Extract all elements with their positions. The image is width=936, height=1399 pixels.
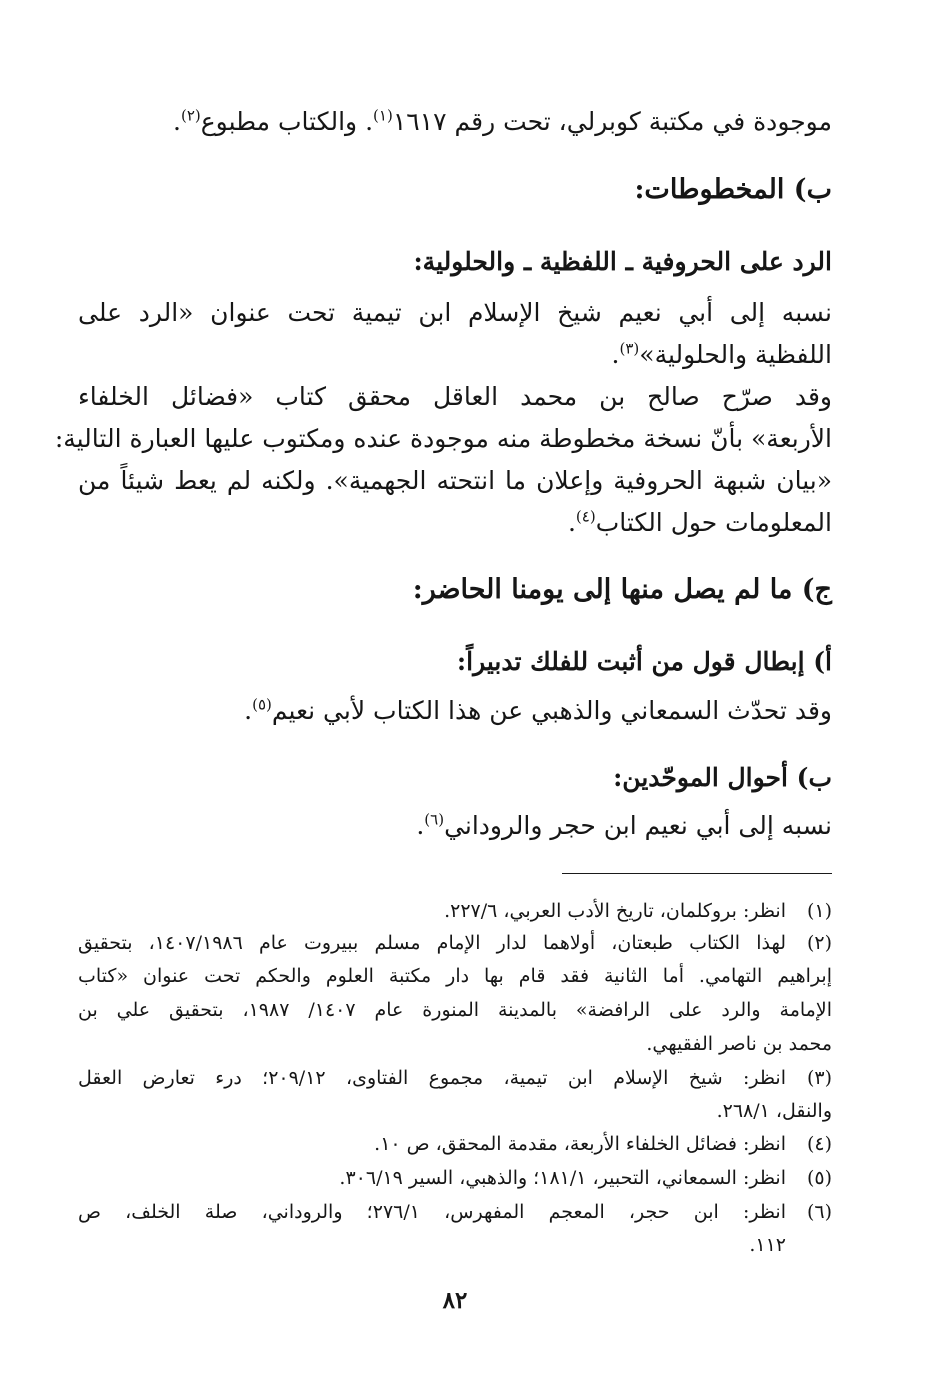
footnote-ref-4: (٤) <box>575 507 596 526</box>
footnote-2-line3 <box>78 995 832 1025</box>
footnote-6-line2 <box>78 1230 832 1260</box>
item1-p2-line4-text: المعلومات حول الكتاب <box>595 508 832 537</box>
intro-paragraph <box>78 104 832 140</box>
footnote-ref-6: (٦) <box>424 810 445 829</box>
item1-p2-end: . <box>567 508 576 537</box>
sub-b-title: ب) أحوال الموحّدين: <box>613 763 832 792</box>
footnote-3-number: (٣) <box>806 1067 832 1089</box>
footnote-2-line1 <box>78 928 832 958</box>
footnote-4-text: انظر: فضائل الخلفاء الأربعة، مقدمة المحقق، ص ١٠. <box>374 1133 786 1155</box>
footnote-3-text-2: والنقل، ٢٦٨/١. <box>716 1100 832 1122</box>
item1-p2-line2: الأربعة» بأنّ نسخة مخطوطة منه موجودة عنده ومكتوب عليها العبارة التالية: <box>54 424 832 453</box>
footnote-3-line1 <box>78 1063 832 1093</box>
item1-p2-line1: وقد صرّح صالح بن محمد العاقل محقق كتاب «فضائل الخلفاء <box>78 382 832 411</box>
footnote-2-text-4: محمد بن ناصر الفقيهي. <box>646 1033 832 1055</box>
intro-text-2: . والكتاب مطبوع <box>200 107 374 136</box>
intro-text: موجودة في مكتبة كوبرلي، تحت رقم ١٦١٧ <box>392 107 832 136</box>
sub-b-end: . <box>416 811 425 840</box>
footnote-5-number: (٥) <box>806 1167 832 1189</box>
item1-title: الرد على الحروفية ـ اللفظية ـ والحلولية: <box>413 247 832 276</box>
footnote-ref-3: (٣) <box>619 339 640 358</box>
sub-b-paragraph <box>78 808 832 844</box>
footnote-ref-2: (٢) <box>180 106 201 125</box>
footnote-3-line2 <box>78 1096 832 1126</box>
section-b-heading: ب) المخطوطات: <box>634 174 832 205</box>
footnote-6-line1 <box>78 1197 832 1227</box>
footnote-5 <box>78 1163 832 1193</box>
footnote-5-text: انظر: السمعاني، التحبير، ١٨١/١؛ والذهبي، السير ٣٠٦/١٩. <box>339 1167 786 1189</box>
item1-p1-end: . <box>611 340 620 369</box>
footnote-1-text: انظر: بروكلمان، تاريخ الأدب العربي، ٢٢٧/٦. <box>444 900 786 922</box>
footnote-2-line2 <box>78 961 832 991</box>
intro-end: . <box>173 107 181 136</box>
sub-a-end: . <box>244 696 253 725</box>
footnote-ref-1: (١) <box>373 106 393 125</box>
footnote-3-text-1: انظر: شيخ الإسلام ابن تيمية، مجموع الفتاوى، ٢٠٩/١٢؛ درء تعارض العقل <box>78 1067 786 1089</box>
sub-a-paragraph <box>78 693 832 729</box>
footnote-2-line4 <box>78 1029 832 1059</box>
footnote-2-text-2: إبراهيم التهامي. أما الثانية فقد قام بها دار مكتبة العلوم والحكم تحت عنوان «كتاب <box>78 965 832 987</box>
footnote-4-number: (٤) <box>806 1133 832 1155</box>
footnote-2-text-1: لهذا الكتاب طبعتان، أولاهما لدار الإمام مسلم ببيروت عام ١٤٠٧/١٩٨٦، بتحقيق <box>78 932 786 954</box>
footnote-6-number: (٦) <box>806 1201 832 1223</box>
footnote-4 <box>78 1129 832 1159</box>
item1-p1-line2-text: اللفظية والحلولية» <box>639 340 832 369</box>
footnote-2-text-3: الإمامة والرد على الرافضة» بالمدينة المنورة عام ١٤٠٧/ ١٩٨٧، بتحقيق علي بن <box>78 999 832 1021</box>
item1-p1-line1: نسبه إلى أبي نعيم شيخ الإسلام ابن تيمية تحت عنوان «الرد على <box>78 298 832 327</box>
page-number: ٨٢ <box>442 1287 468 1314</box>
footnote-ref-5: (٥) <box>252 695 272 714</box>
item1-p1-line2 <box>78 337 832 373</box>
item1-p2-line4 <box>78 505 832 541</box>
section-c-heading: ج) ما لم يصل منها إلى يومنا الحاضر: <box>412 574 832 605</box>
item1-p2-line3: «بيان شبهة الحروفية وإعلان ما انتحته الجهمية». ولكنه لم يعط شيئاً من <box>78 466 832 495</box>
footnote-2-number: (٢) <box>806 932 832 954</box>
footnote-separator <box>562 873 832 874</box>
footnote-6-text-2: ١١٢. <box>749 1234 786 1256</box>
footnote-1-number: (١) <box>806 900 832 922</box>
footnote-6-text-1: انظر: ابن حجر، المعجم المفهرس، ٢٧٦/١؛ والروداني، صلة الخلف، ص <box>78 1201 786 1223</box>
sub-b-text: نسبه إلى أبي نعيم ابن حجر والروداني <box>444 811 832 840</box>
book-page <box>54 0 832 1399</box>
sub-a-text: وقد تحدّث السمعاني والذهبي عن هذا الكتاب لأبي نعيم <box>271 696 832 725</box>
footnote-1 <box>78 896 832 926</box>
sub-a-title: أ) إبطال قول من أثبت للفلك تدبيراً: <box>456 647 832 676</box>
